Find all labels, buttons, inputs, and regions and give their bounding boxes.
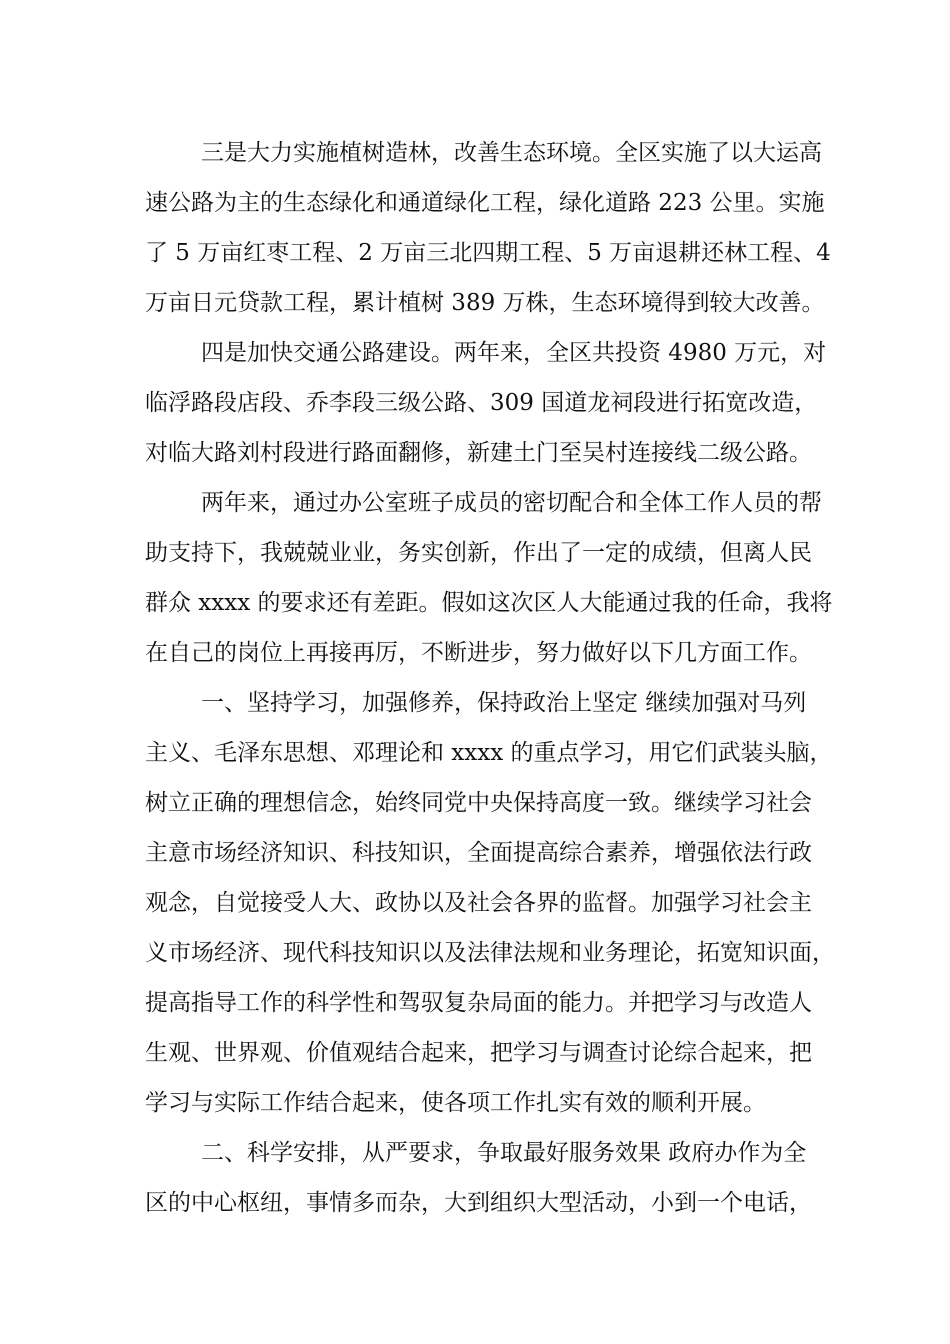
text-line: 三是大力实施植树造林，改善生态环境。全区实施了以大运高 [201,140,822,166]
text-line: 学习与实际工作结合起来，使各项工作扎实有效的顺利开展。 [145,1090,766,1116]
text-line: 在自己的岗位上再接再厉，不断进步，努力做好以下几方面工作。 [145,640,812,666]
text-line: 主意市场经济知识、科技知识，全面提高综合素养，增强依法行政 [145,840,812,866]
text-line: 区的中心枢纽，事情多而杂，大到组织大型活动，小到一个电话， [145,1190,812,1216]
text-line: 二、科学安排，从严要求，争取最好服务效果 政府办作为全 [201,1140,807,1166]
text-line: 群众 xxxx 的要求还有差距。假如这次区人大能通过我的任命，我将 [145,590,833,616]
paragraph-study [145,678,835,1128]
text-line: 提高指导工作的科学性和驾驭复杂局面的能力。并把学习与改造人 [145,990,812,1016]
paragraph-service [145,1128,815,1228]
paragraph-transport [145,328,827,478]
text-line: 一、坚持学习，加强修养，保持政治上坚定 继续加强对马列 [201,690,807,716]
text-line: 临浮路段店段、乔李段三级公路、309 国道龙祠段进行拓宽改造， [145,390,818,416]
paragraph-ecology [145,128,831,328]
text-line: 义市场经济、现代科技知识以及法律法规和业务理论，拓宽知识面， [145,940,835,966]
text-line: 两年来，通过办公室班子成员的密切配合和全体工作人员的帮 [201,490,822,516]
text-line: 万亩日元贷款工程，累计植树 389 万株，生态环境得到较大改善。 [145,290,825,316]
text-line: 对临大路刘村段进行路面翻修，新建土门至吴村连接线二级公路。 [145,440,812,466]
text-line: 观念，自觉接受人大、政协以及社会各界的监督。加强学习社会主 [145,890,812,916]
text-line: 四是加快交通公路建设。两年来，全区共投资 4980 万元，对 [201,340,827,366]
text-line: 了 5 万亩红枣工程、2 万亩三北四期工程、5 万亩退耕还林工程、4 [145,240,831,266]
text-line: 生观、世界观、价值观结合起来，把学习与调查讨论综合起来，把 [145,1040,812,1066]
text-line: 树立正确的理想信念，始终同党中央保持高度一致。继续学习社会 [145,790,812,816]
text-line: 主义、毛泽东思想、邓理论和 xxxx 的重点学习，用它们武装头脑， [145,740,833,766]
text-line: 助支持下，我兢兢业业，务实创新，作出了一定的成绩，但离人民 [145,540,812,566]
document-body [145,128,835,1228]
paragraph-summary [145,478,833,678]
text-line: 速公路为主的生态绿化和通道绿化工程，绿化道路 223 公里。实施 [145,190,825,216]
